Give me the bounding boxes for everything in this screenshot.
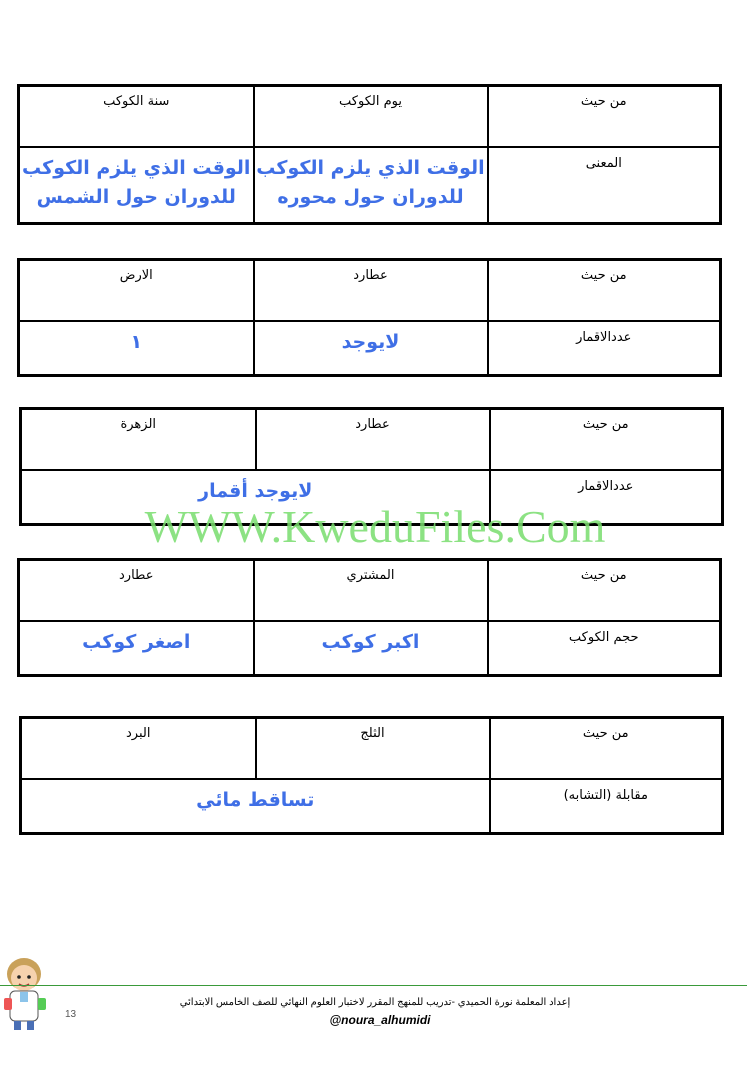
comparison-table-moons-earth xyxy=(17,258,722,377)
header-col-2: عطارد xyxy=(19,560,254,622)
row-label: المعنى xyxy=(488,147,721,223)
header-col-1: الثلج xyxy=(256,718,490,780)
header-col-1: يوم الكوكب xyxy=(254,86,488,148)
boy-scientist-icon xyxy=(2,952,54,1036)
footer-handle: @noura_alhumidi xyxy=(329,1013,431,1027)
header-col-2: الارض xyxy=(19,260,254,322)
watermark: WWW.KweduFiles.Com xyxy=(144,501,606,552)
header-criteria: من حيث xyxy=(488,86,721,148)
header-col-1: عطارد xyxy=(256,409,490,471)
footer-divider xyxy=(0,985,747,986)
answer-cell: لايوجد xyxy=(254,321,488,375)
answer-cell: اكبر كوكب xyxy=(254,621,488,675)
merged-answer-cell: تساقط مائي xyxy=(21,779,490,833)
header-col-2: سنة الكوكب xyxy=(19,86,254,148)
row-label: عددالاقمار xyxy=(490,470,723,524)
comparison-table-snow-hail xyxy=(19,716,724,835)
header-col-2: الزهرة xyxy=(21,409,256,471)
header-criteria: من حيث xyxy=(490,718,723,780)
header-criteria: من حيث xyxy=(490,409,723,471)
footer-credit: إعداد المعلمة نورة الحميدي -تدريب للمنهج المقرر لاختبار العلوم النهائي للصف الخامس الابتدائي xyxy=(179,997,571,1008)
comparison-table-day-year xyxy=(17,84,722,225)
row-label: حجم الكوكب xyxy=(488,621,721,675)
row-label: مقابلة (التشابه) xyxy=(490,779,723,833)
header-criteria: من حيث xyxy=(488,560,721,622)
answer-cell: اصغر كوكب xyxy=(19,621,254,675)
answer-cell: ١ xyxy=(19,321,254,375)
header-col-1: المشتري xyxy=(254,560,488,622)
comparison-table-size xyxy=(17,558,722,677)
header-col-1: عطارد xyxy=(254,260,488,322)
header-criteria: من حيث xyxy=(488,260,721,322)
answer-cell: الوقت الذي يلزم الكوكب للدوران حول الشمس xyxy=(19,147,254,223)
header-col-2: البرد xyxy=(21,718,256,780)
page-number: 13 xyxy=(65,1009,77,1020)
answer-cell: الوقت الذي يلزم الكوكب للدوران حول محوره xyxy=(254,147,488,223)
merged-answer-cell: لايوجد أقمار xyxy=(21,470,490,524)
row-label: عددالاقمار xyxy=(488,321,721,375)
